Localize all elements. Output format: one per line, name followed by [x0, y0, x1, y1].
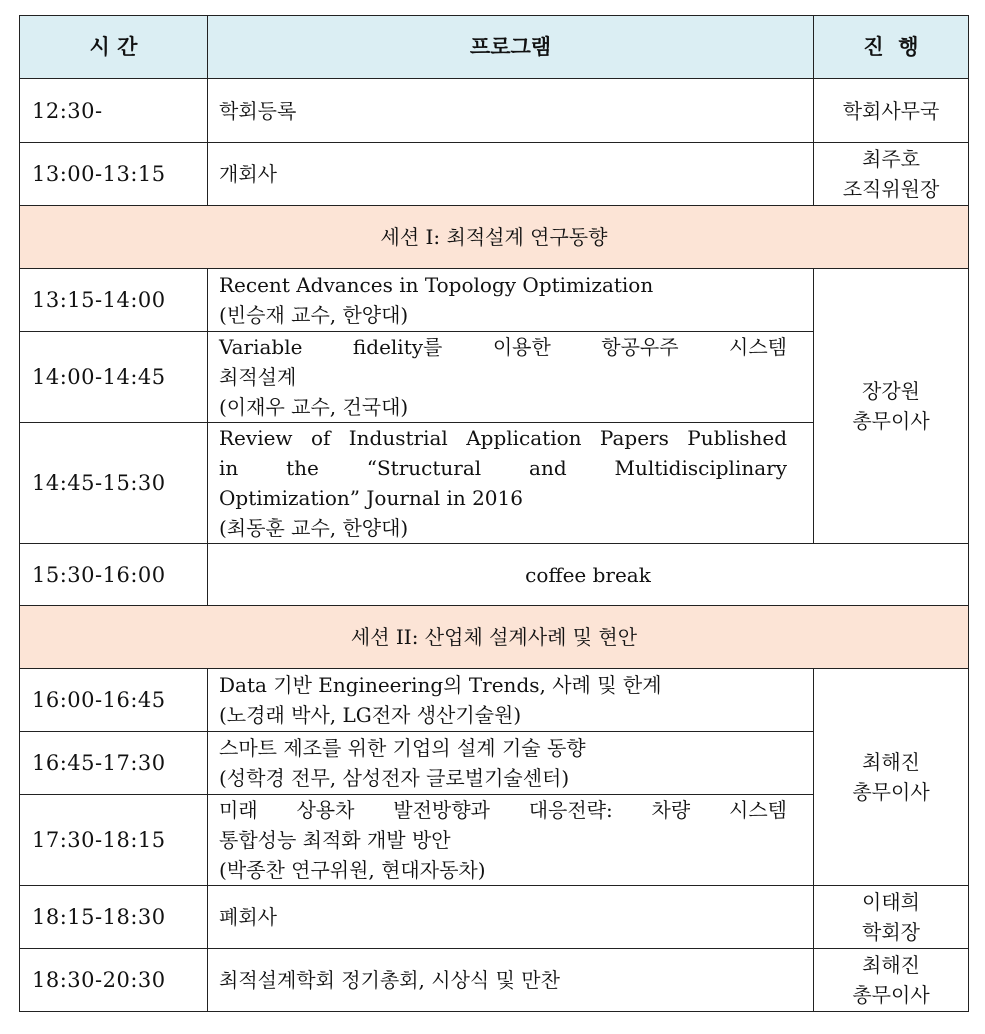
time-cell: 16:00-16:45 — [20, 669, 208, 732]
table-row — [20, 886, 969, 949]
table-row — [20, 949, 969, 1012]
time-cell: 18:15-18:30 — [20, 886, 208, 949]
time-cell: 16:45-17:30 — [20, 732, 208, 795]
program-cell — [208, 423, 814, 544]
host-cell — [814, 886, 969, 949]
host-name: 장강원 — [862, 379, 920, 403]
host-name: 최해진 — [862, 750, 920, 774]
host-cell — [814, 143, 969, 206]
time-cell: 13:15-14:00 — [20, 269, 208, 332]
talk-speaker: (성학경 전무, 삼성전자 글로벌기술센터) — [219, 766, 570, 790]
time-cell: 13:00-13:15 — [20, 143, 208, 206]
session-title: 세션 I: 최적설계 연구동향 — [20, 206, 969, 269]
host-name: 최해진 — [862, 953, 920, 977]
host-name: 최주호 — [862, 147, 920, 171]
time-cell: 18:30-20:30 — [20, 949, 208, 1012]
program-schedule-table — [19, 15, 969, 1012]
host-role: 조직위원장 — [842, 177, 940, 201]
program-cell: 학회등록 — [208, 79, 814, 143]
time-cell: 14:00-14:45 — [20, 332, 208, 423]
talk-title: Recent Advances in Topology Optimization — [219, 273, 654, 297]
talk-speaker: (최동훈 교수, 한양대) — [219, 516, 409, 540]
program-cell — [208, 732, 814, 795]
host-cell — [814, 949, 969, 1012]
header-program: 프로그램 — [208, 16, 814, 79]
talk-title-line: 최적설계 — [219, 365, 297, 389]
program-cell — [208, 332, 814, 423]
talk-title-line: Variable fidelity를 이용한 항공우주 시스템 — [219, 335, 787, 359]
talk-speaker: (빈승재 교수, 한양대) — [219, 303, 409, 327]
host-role: 학회장 — [862, 920, 920, 944]
talk-title-line: 통합성능 최적화 개발 방안 — [219, 828, 451, 852]
table-row — [20, 544, 969, 606]
header-host: 진 행 — [814, 16, 969, 79]
session-header-row — [20, 606, 969, 669]
table-header-row — [20, 16, 969, 79]
program-cell: 폐회사 — [208, 886, 814, 949]
table-row — [20, 269, 969, 332]
table-row — [20, 669, 969, 732]
break-cell: coffee break — [208, 544, 969, 606]
time-cell: 15:30-16:00 — [20, 544, 208, 606]
talk-title: 스마트 제조를 위한 기업의 설계 기술 동향 — [219, 736, 586, 760]
host-role: 총무이사 — [852, 780, 930, 804]
session-header-row — [20, 206, 969, 269]
talk-speaker: (이재우 교수, 건국대) — [219, 395, 409, 419]
program-cell — [208, 269, 814, 332]
host-cell — [814, 669, 969, 886]
host-name: 이태희 — [862, 890, 920, 914]
host-role: 총무이사 — [852, 983, 930, 1007]
talk-speaker: (박종찬 연구위원, 현대자동차) — [219, 858, 486, 882]
talk-title-line: Review of Industrial Application Papers Published — [219, 426, 787, 450]
program-cell — [208, 795, 814, 886]
table-row — [20, 79, 969, 143]
program-cell — [208, 669, 814, 732]
host-role: 총무이사 — [852, 409, 930, 433]
table-row — [20, 143, 969, 206]
talk-title-line: 미래 상용차 발전방향과 대응전략: 차량 시스템 — [219, 798, 787, 822]
host-cell — [814, 269, 969, 544]
program-cell: 개회사 — [208, 143, 814, 206]
header-time: 시 간 — [20, 16, 208, 79]
time-cell: 12:30- — [20, 79, 208, 143]
talk-speaker: (노경래 박사, LG전자 생산기술원) — [219, 703, 522, 727]
talk-title: Data 기반 Engineering의 Trends, 사례 및 한계 — [219, 673, 662, 697]
time-cell: 14:45-15:30 — [20, 423, 208, 544]
session-title: 세션 II: 산업체 설계사례 및 현안 — [20, 606, 969, 669]
host-cell: 학회사무국 — [814, 79, 969, 143]
program-cell: 최적설계학회 정기총회, 시상식 및 만찬 — [208, 949, 814, 1012]
talk-title-line: in the “Structural and Multidisciplinary — [219, 456, 787, 480]
talk-title-line: Optimization” Journal in 2016 — [219, 486, 523, 510]
time-cell: 17:30-18:15 — [20, 795, 208, 886]
